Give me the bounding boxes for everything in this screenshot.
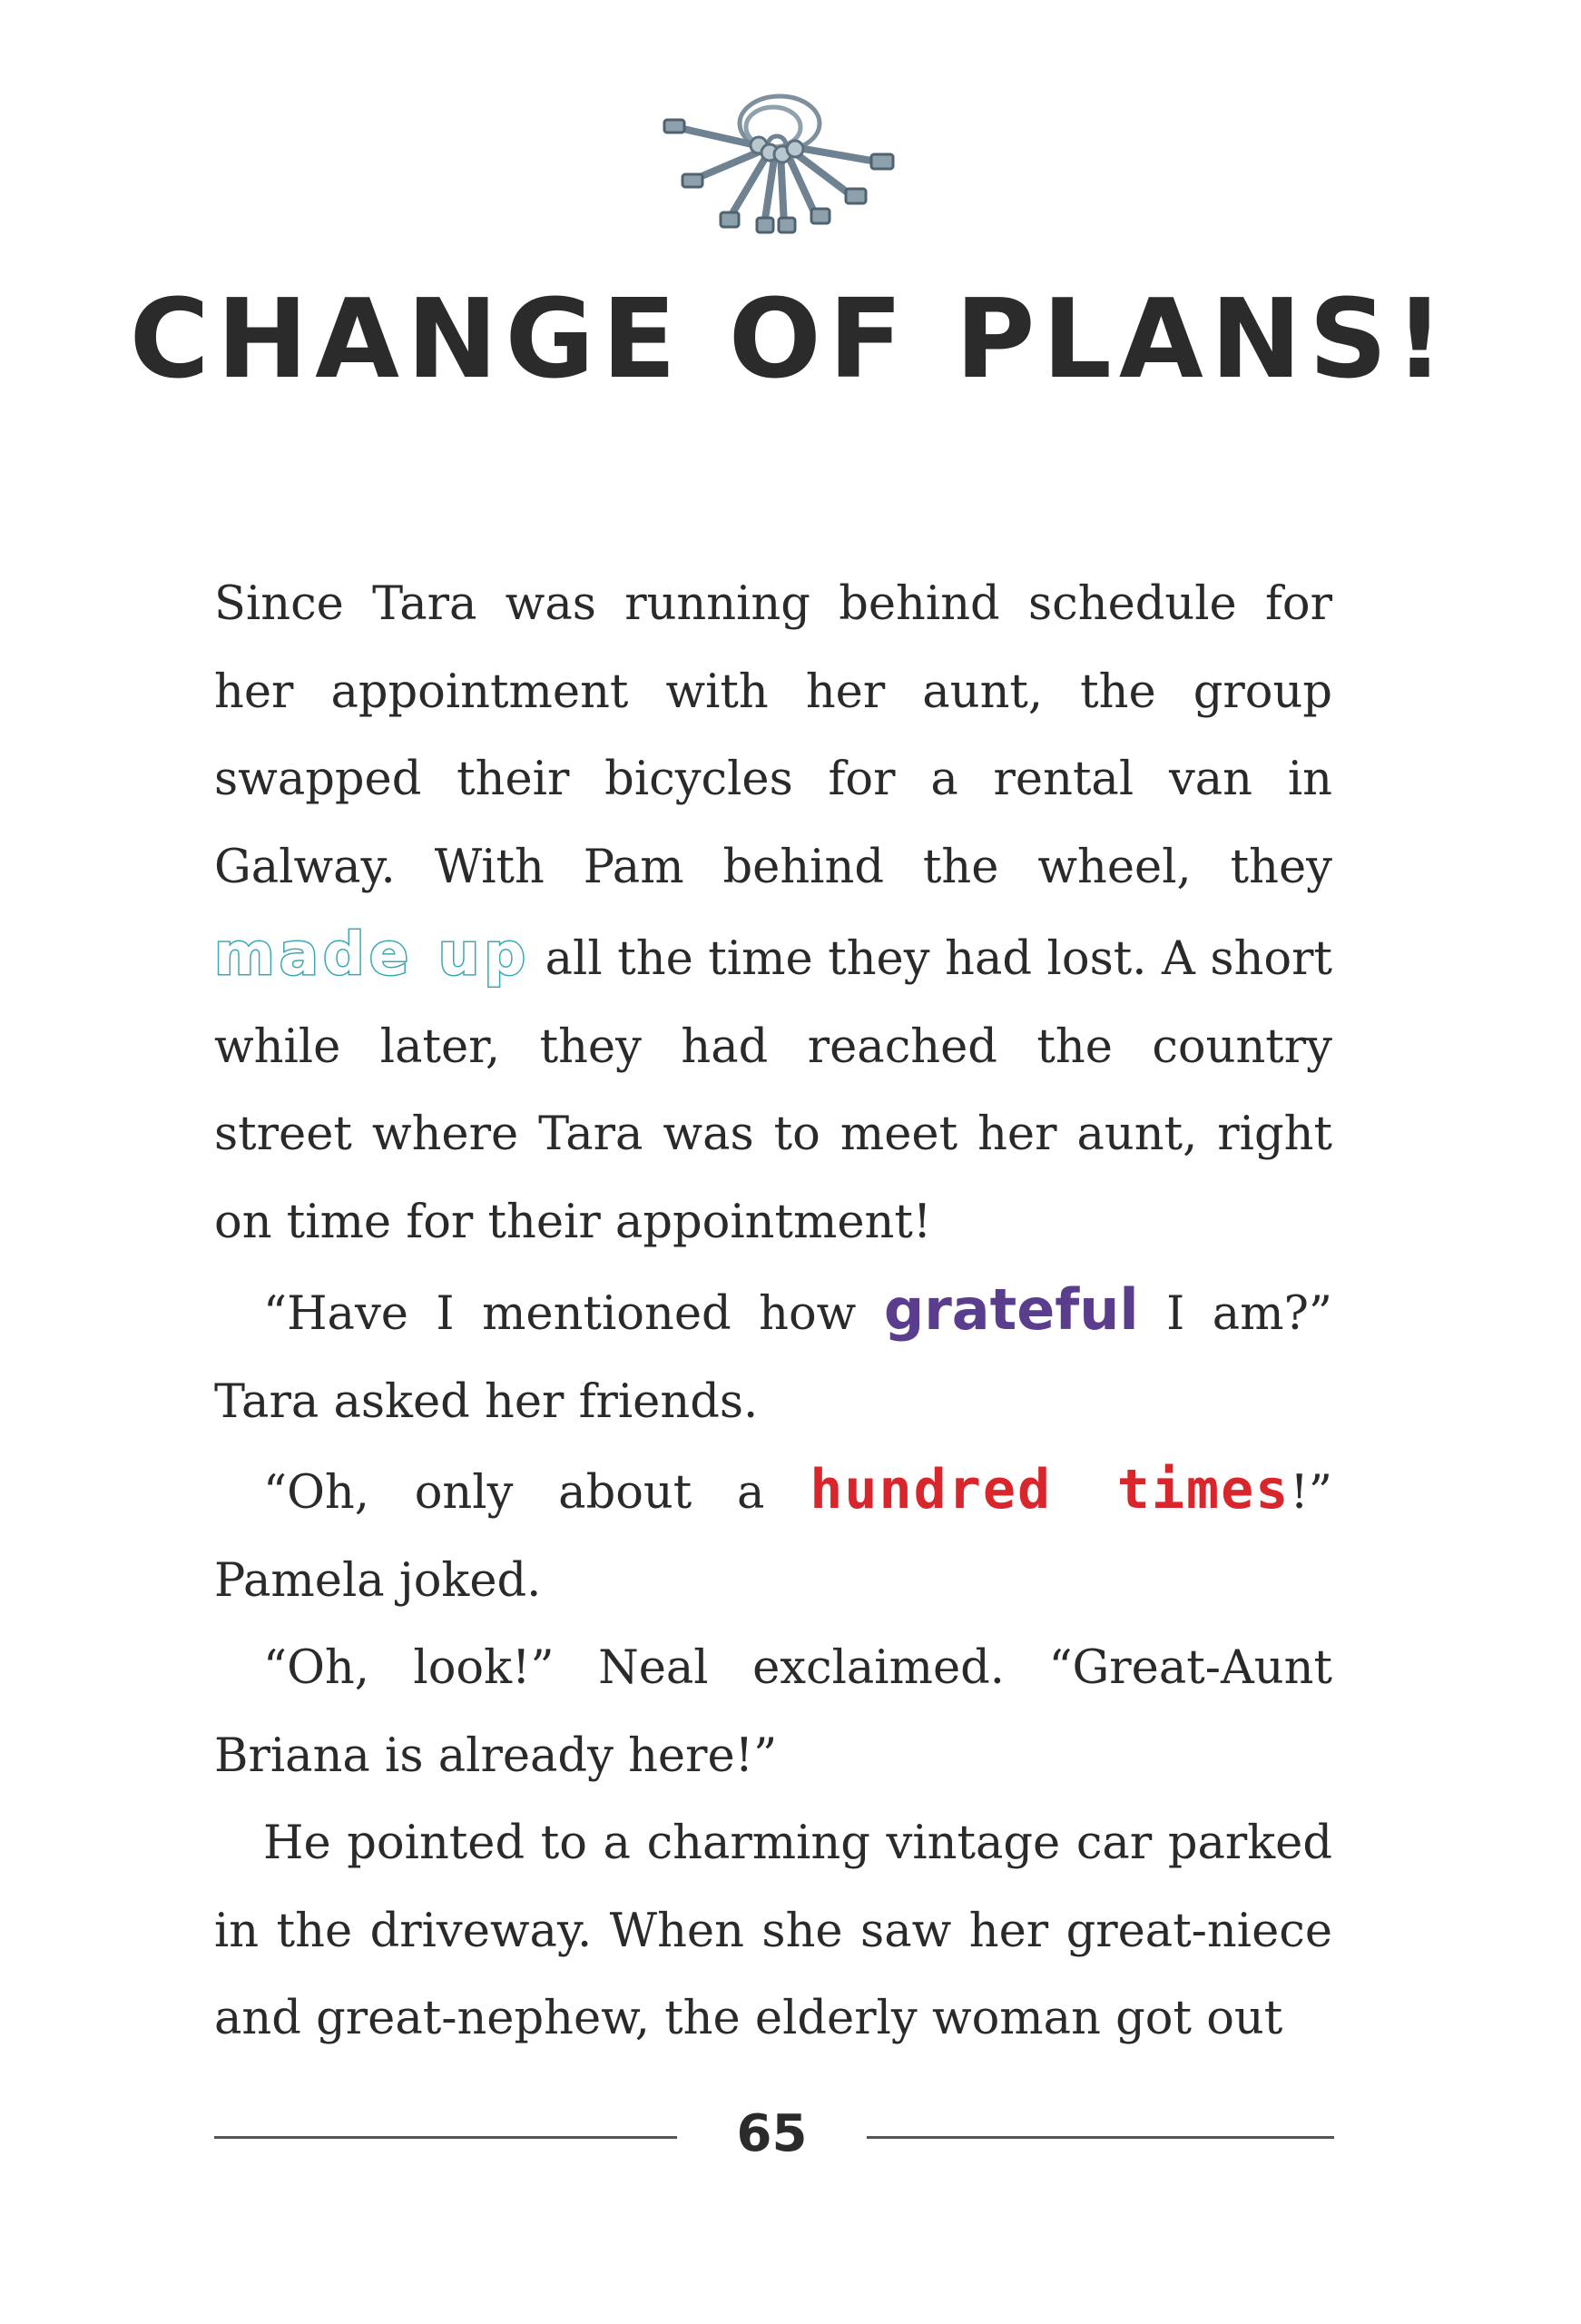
key-ring-icon bbox=[657, 89, 902, 234]
highlight-grateful: grateful bbox=[883, 1276, 1139, 1343]
page-number: 65 bbox=[736, 2104, 808, 2163]
paragraph-1: Since Tara was running behind schedule for her appointment with her aunt, the group swapped their bicycles for a rental van in Galway. With Pam behind the wheel, they made up all the time they had lost. A short while later, they had reached the country street where Tara was to meet her aunt, right on time for their appointment! bbox=[214, 577, 1332, 1249]
chapter-title: CHANGE OF PLANS! bbox=[129, 277, 1452, 403]
paragraph-3: “Oh, only about a hundred times!” Pamela joked. bbox=[214, 1458, 1332, 1608]
body-text bbox=[214, 561, 1332, 2063]
paragraph-4: “Oh, look!” Neal exclaimed. “Great-Aunt Briana is already here!” bbox=[214, 1641, 1332, 1783]
footer-divider-right bbox=[867, 2136, 1334, 2139]
highlight-made-up: made up bbox=[214, 921, 531, 989]
paragraph-5: He pointed to a charming vintage car parked in the driveway. When she saw her great-niece and great-nephew, the elderly woman got out bbox=[214, 1817, 1332, 2045]
paragraph-2: “Have I mentioned how grateful I am?” Tara asked her friends. bbox=[214, 1276, 1332, 1429]
highlight-hundred-times: hundred times bbox=[810, 1458, 1291, 1521]
footer-divider-left bbox=[214, 2136, 677, 2139]
